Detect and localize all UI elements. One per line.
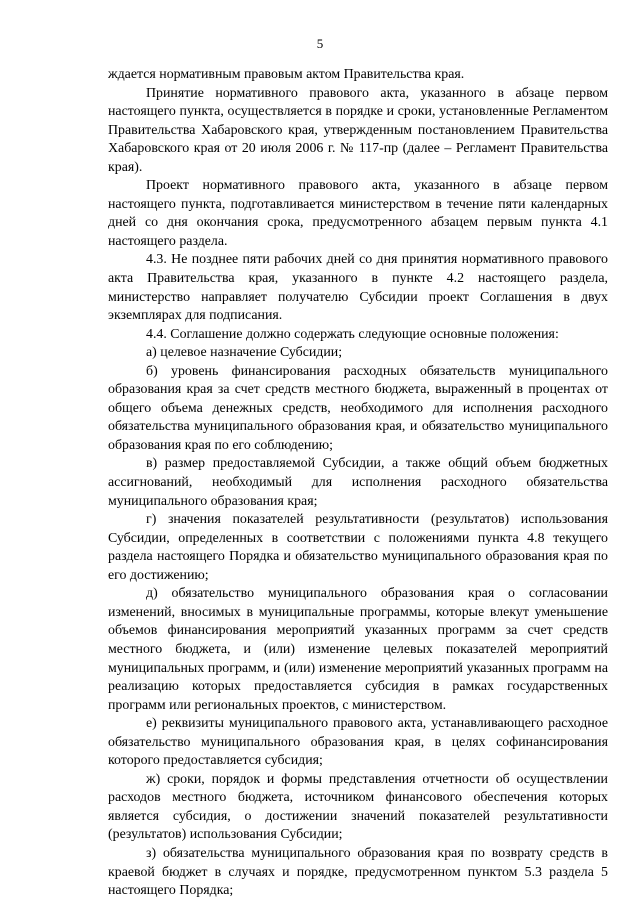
page-number: 5 (316, 36, 324, 51)
paragraph-continuation: ждается нормативным правовым актом Правительства края. (108, 67, 465, 82)
list-item-zh: ж) сроки, порядок и формы представления отчетности об осуществлении расходов местного бюджета, источником финансового обеспечения которых является субсидия, о достижении значений показателей результативности (результатов) использования Субсидии; (108, 771, 608, 843)
list-item-e: е) реквизиты муниципального правового акта, устанавливающего расходное обязательство муниципального образования края, в целях софинансирования которого предоставляется субсидия; (108, 716, 608, 769)
paragraph-regulation: Принятие нормативного правового акта, указанного в абзаце первом настоящего пункта, осуществляется в порядке и сроки, установленные Регламентом Правительства Хабаровского края, утвержденным постановлением Правительства Хабаровского края от 20 июля 2006 г. № 117-пр (далее – Регламент Правительства края). (108, 85, 608, 175)
paragraph-4-3: 4.3. Не позднее пяти рабочих дней со дня принятия нормативного правового акта Правительства края, указанного в пункте 4.2 настоящего раздела, министерство направляет получателю Субсидии проект Соглашения в двух экземплярах для подписания. (108, 252, 608, 324)
document-body (108, 66, 608, 901)
paragraph-4-4: 4.4. Соглашение должно содержать следующие основные положения: (146, 326, 559, 342)
list-item-a: а) целевое назначение Субсидии; (146, 345, 343, 361)
list-item-d: д) обязательство муниципального образования края о согласовании изменений, вносимых в муниципальные программы, которые влекут уменьшение объемов финансирования мероприятий указанных программ за счет средств местного бюджета, и (или) изменение целевых показателей мероприятий муниципальных программ, и (или) изменение мероприятий указанных программ на реализацию которых предоставляется субсидия в рамках государственных программ или региональных проектов, с министерством. (108, 586, 608, 713)
paragraph-draft-act: Проект нормативного правового акта, указанного в абзаце первом настоящего пункта, подготавливается министерством в течение пяти календарных дней со дня окончания срока, предусмотренного абзацем первым пункта 4.1 настоящего раздела. (108, 178, 608, 249)
list-item-v: в) размер предоставляемой Субсидии, а также общий объем бюджетных ассигнований, необходимый для исполнения расходного обязательства муниципального образования края; (108, 456, 608, 509)
list-item-g: г) значения показателей результативности (результатов) использования Субсидии, определенных в соответствии с положениями пункта 4.8 текущего раздела настоящего Порядка и обязательство муниципального образования края по его достижению; (108, 512, 608, 583)
list-item-z: з) обязательства муниципального образования края по возврату средств в краевой бюджет в случаях и порядке, предусмотренном пунктом 5.3 раздела 5 настоящего Порядка; (108, 845, 608, 899)
list-item-b: б) уровень финансирования расходных обязательств муниципального образования края за счет средств местного бюджета, выраженный в процентах от общего объема денежных средств, необходимого для исполнения расходного обязательства муниципального образования края, и обязательство муниципального образования края по его соблюдению; (108, 363, 608, 453)
